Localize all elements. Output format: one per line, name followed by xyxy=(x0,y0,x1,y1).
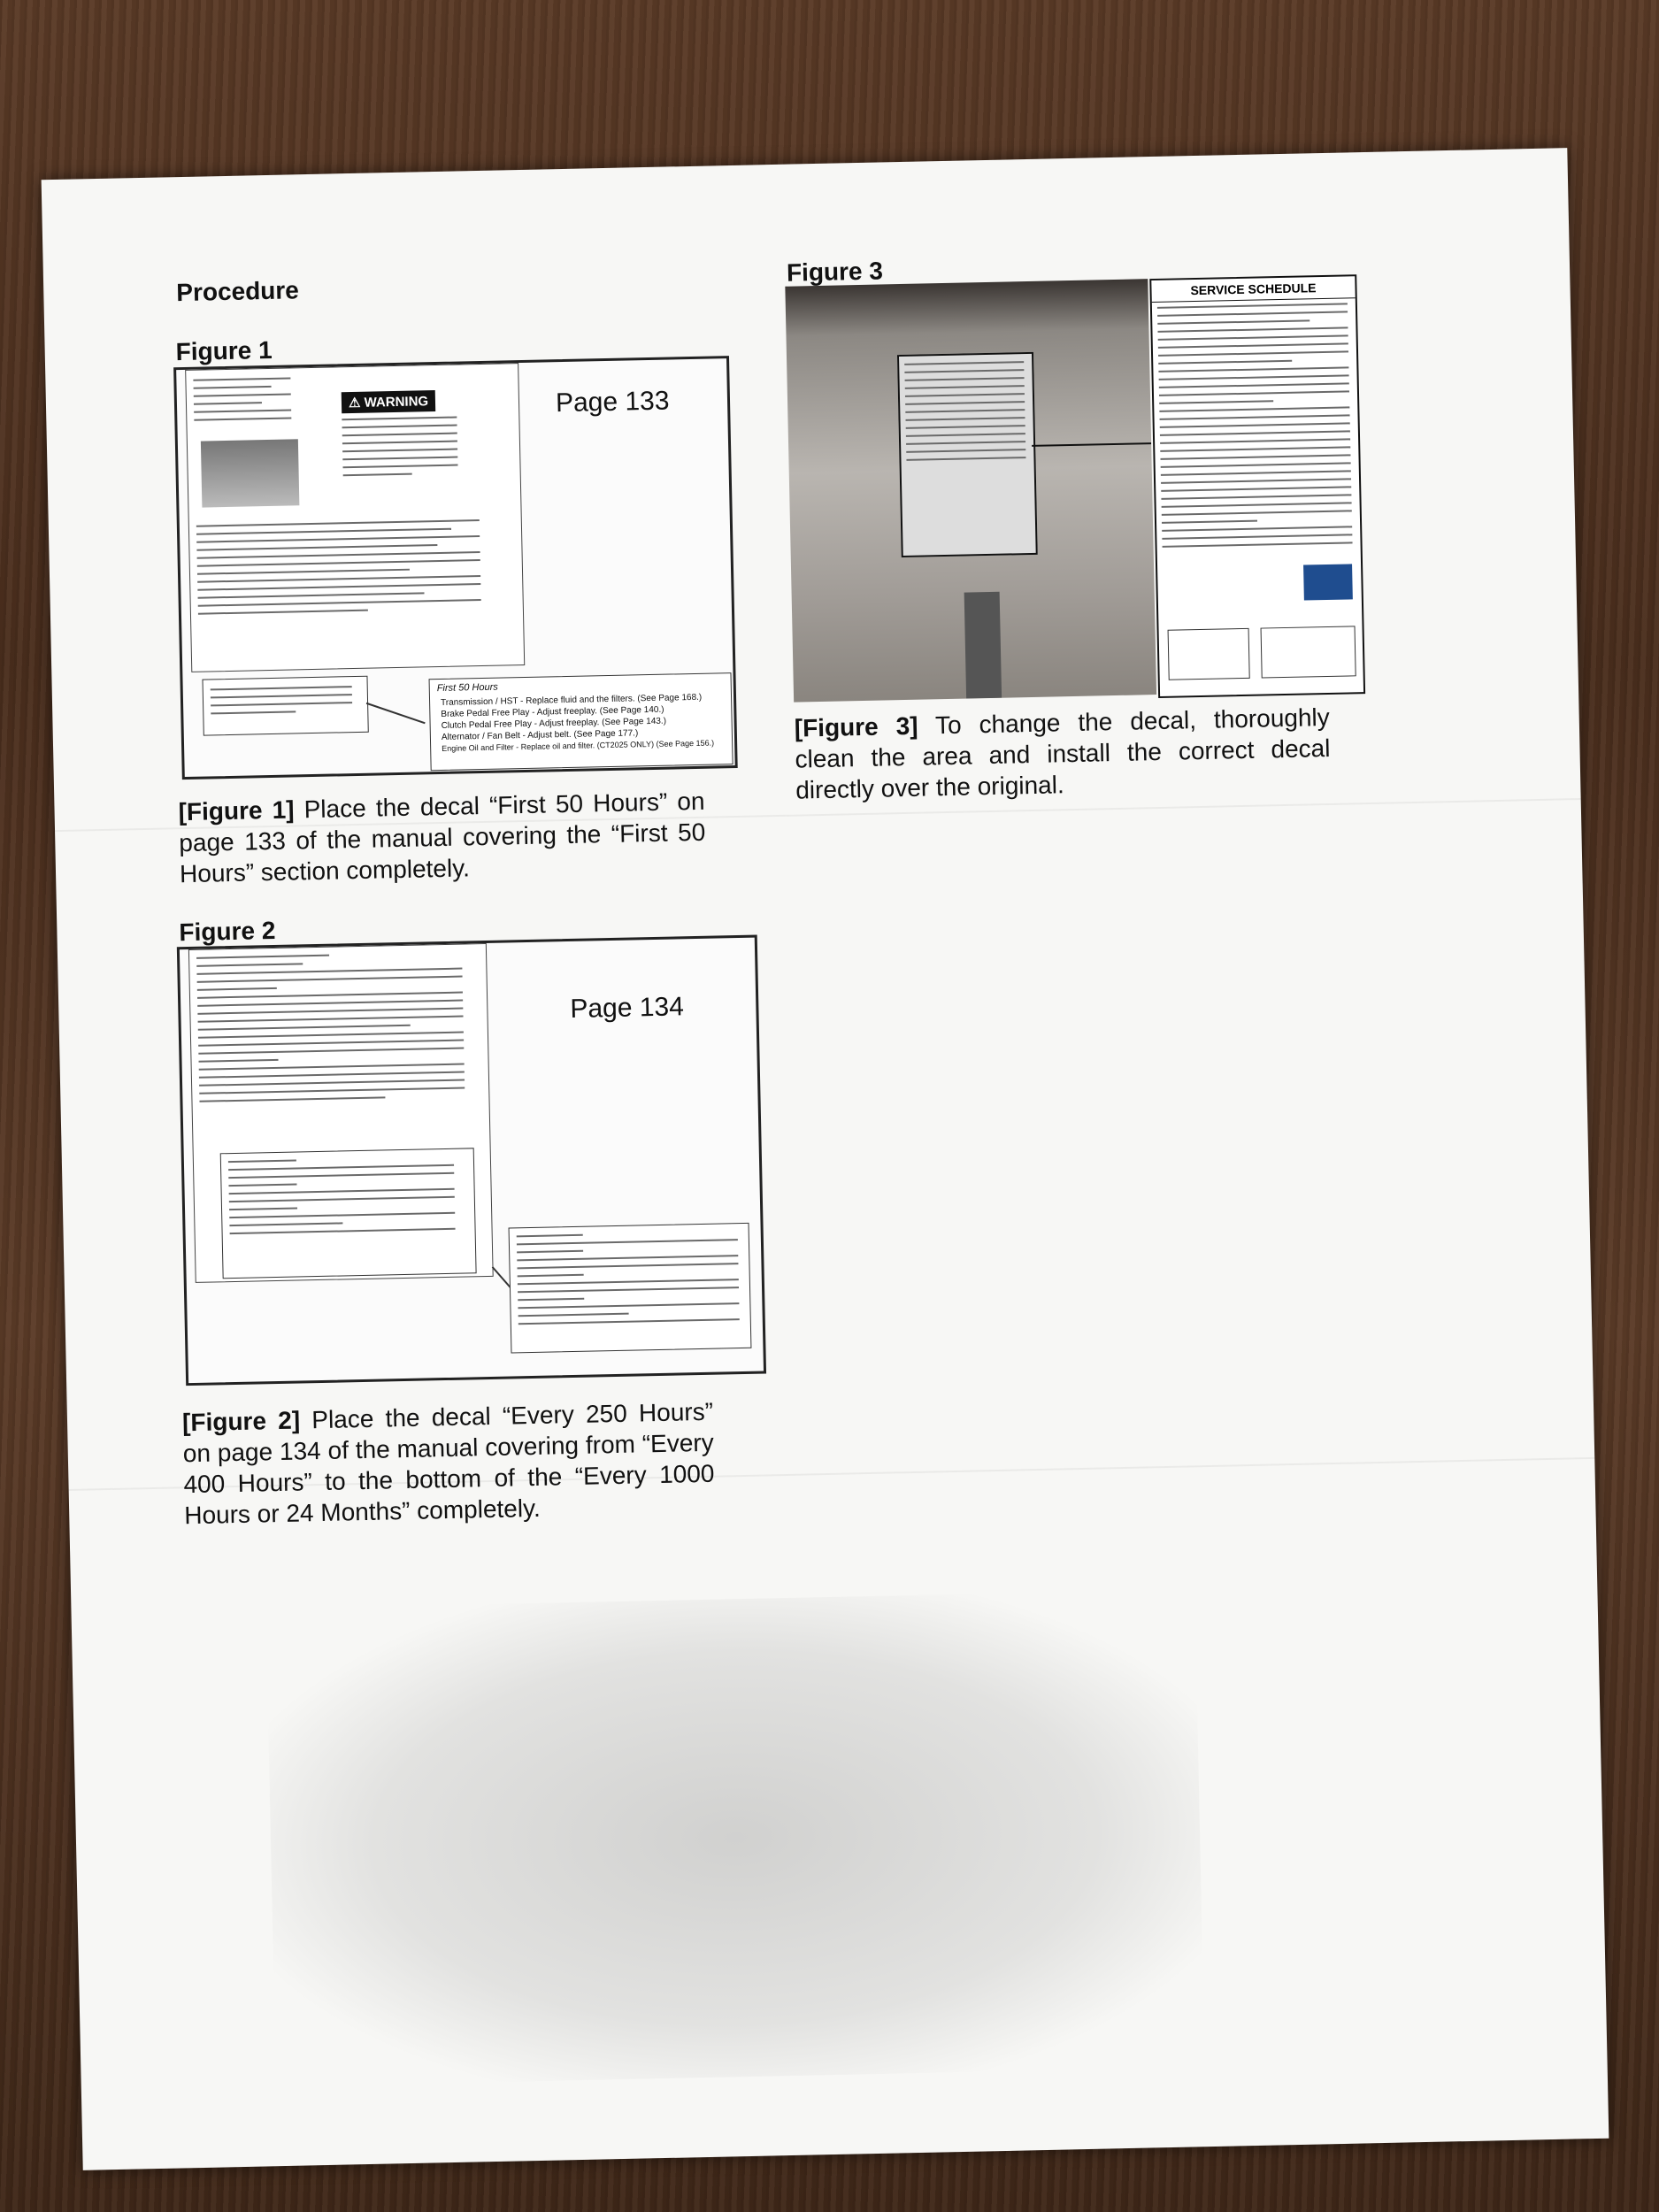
callout-item: Brake Pedal Free Play - Adjust freeplay. (See Page 140.) xyxy=(441,704,664,719)
service-schedule-decal xyxy=(1149,274,1365,698)
figure-2-caption: [Figure 2] Place the decal “Every 250 Hours” on page 134 of the manual covering from “Every 400 Hours” to the bottom of the “Every 1000 Hours or 24 Months” completely. xyxy=(181,1397,715,1530)
mount-post xyxy=(964,592,1002,699)
callout-item: Alternator / Fan Belt - Adjust belt. (See Page 177.) xyxy=(441,728,639,742)
figure-3-caption: [Figure 3] To change the decal, thoroughly clean the area and install the correct decal directly over the original. xyxy=(794,703,1331,804)
manual-page-133-left xyxy=(185,363,525,672)
callout-title: First 50 Hours xyxy=(436,681,498,695)
figure-1-label: Figure 1 xyxy=(175,335,273,366)
loader-diagram xyxy=(1261,626,1356,678)
warning-badge: ⚠ WARNING xyxy=(342,390,436,413)
callout-item: Engine Oil and Filter - Replace oil and filter. (CT2025 ONLY) (See Page 156.) xyxy=(442,738,715,753)
figure-2-label: Figure 2 xyxy=(179,916,276,947)
manual-page-134-left xyxy=(188,943,494,1283)
brand-logo xyxy=(1303,564,1353,600)
figure-1-image xyxy=(173,356,738,780)
manual-first-50-section xyxy=(202,676,368,736)
figure-1-caption: [Figure 1] Place the decal “First 50 Hours” on page 133 of the manual covering the “First 50 Hours” section completely. xyxy=(178,787,706,888)
figure-3-photo xyxy=(785,279,1156,702)
manual-every-400-section xyxy=(220,1148,477,1279)
figure-3-label: Figure 3 xyxy=(786,257,884,287)
callout-connector xyxy=(1032,442,1151,447)
page-134-label: Page 134 xyxy=(570,992,685,1024)
figure-2-image xyxy=(177,935,766,1386)
procedure-heading: Procedure xyxy=(176,276,300,307)
first-50-hours-callout xyxy=(429,672,733,771)
phone-shadow xyxy=(266,1589,1205,2086)
decal-highlight xyxy=(897,352,1038,557)
tractor-photo xyxy=(201,439,300,507)
schedule-title: SERVICE SCHEDULE xyxy=(1151,276,1355,303)
callout-item: Transmission / HST - Replace fluid and the filters. (See Page 168.) xyxy=(440,692,703,708)
document-sheet xyxy=(42,148,1609,2170)
callout-item: Clutch Pedal Free Play - Adjust freeplay. (See Page 143.) xyxy=(441,716,667,731)
callout-connector xyxy=(366,703,426,724)
page-133-label: Page 133 xyxy=(555,386,670,419)
every-250-hours-callout xyxy=(509,1223,752,1354)
tractor-diagram xyxy=(1168,628,1250,680)
